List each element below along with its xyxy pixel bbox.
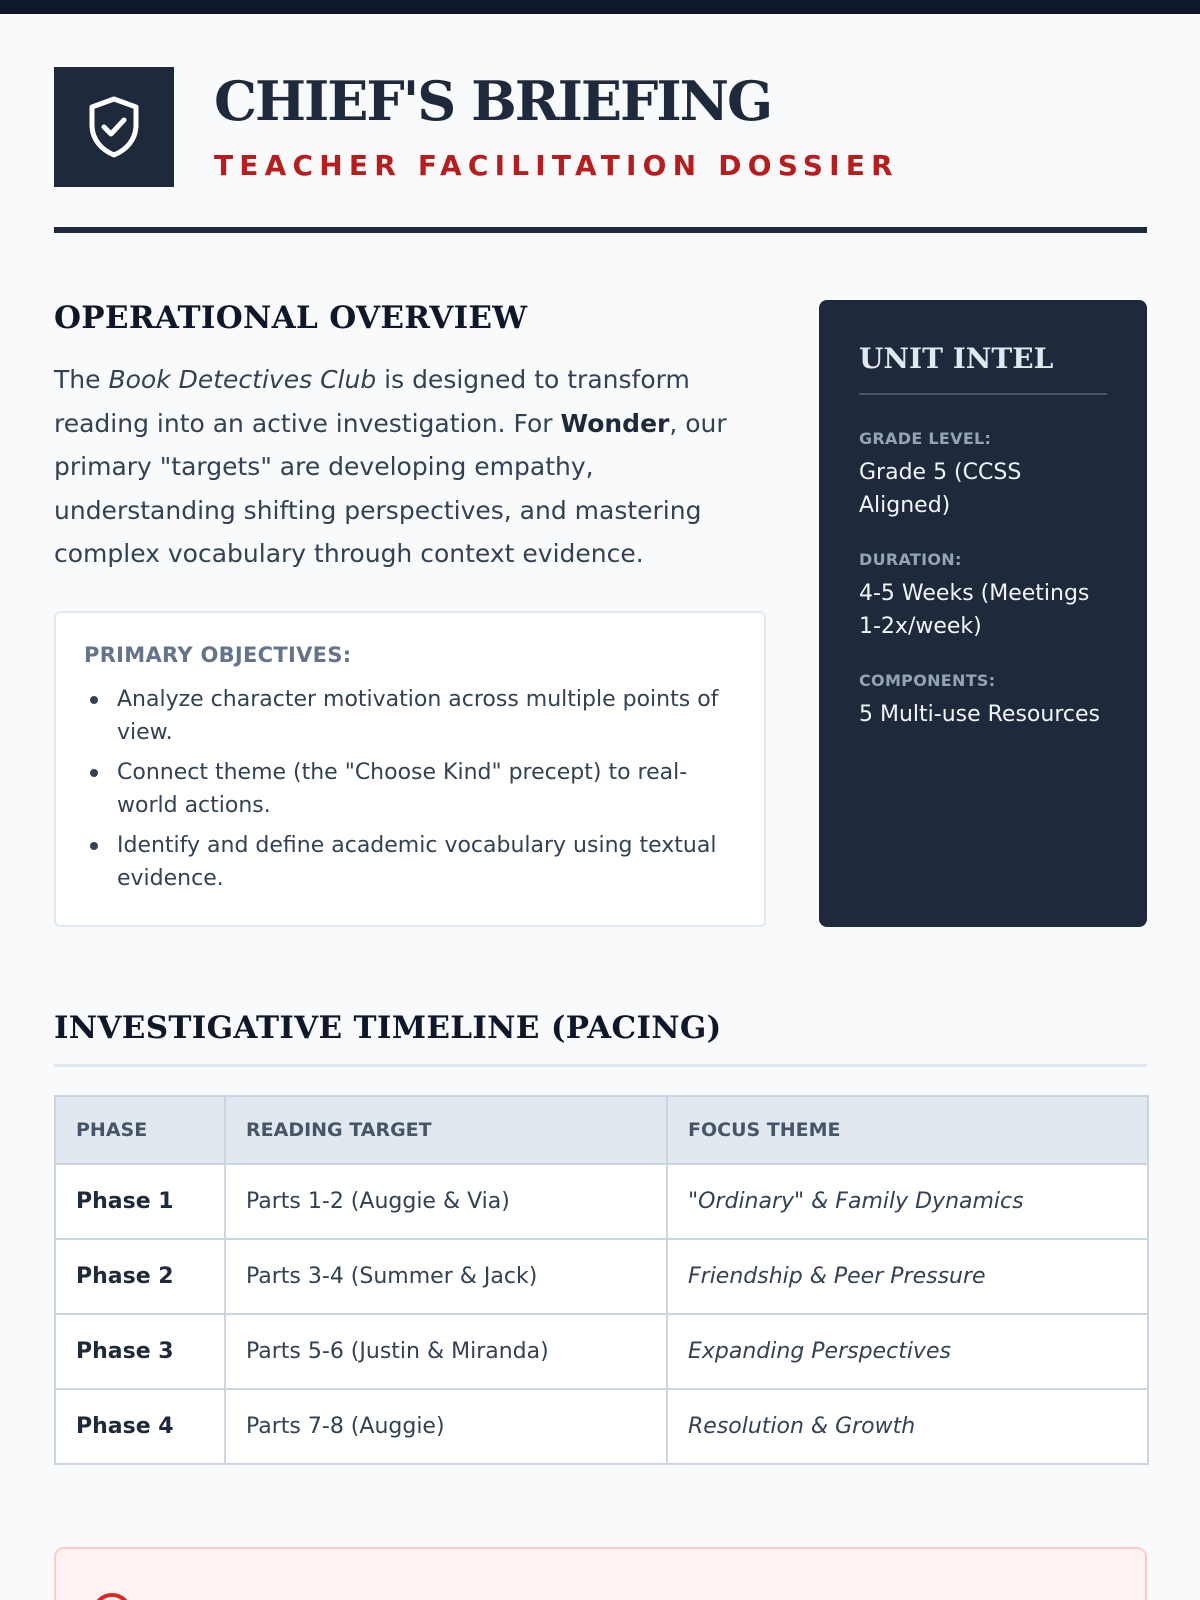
table-header-row: [55, 1096, 1148, 1164]
grade-value: Grade 5 (CCSS Aligned): [859, 460, 1022, 518]
header-divider: [54, 227, 1147, 233]
shield-check-icon: [86, 95, 142, 159]
phase-cell: Phase 3: [55, 1314, 225, 1389]
objectives-card: [54, 611, 766, 927]
phase-cell: Phase 4: [55, 1389, 225, 1464]
components-label: COMPONENTS:: [859, 671, 996, 690]
phase-cell: Phase 1: [55, 1164, 225, 1239]
intel-title: UNIT INTEL: [859, 342, 1107, 395]
timeline-heading: INVESTIGATIVE TIMELINE (PACING): [54, 1010, 722, 1046]
reading-target-cell: Parts 1-2 (Auggie & Via): [225, 1164, 667, 1239]
investigative-timeline: [54, 1010, 1147, 1465]
reading-target-cell: Parts 7-8 (Auggie): [225, 1389, 667, 1464]
bullet-icon: [90, 769, 98, 777]
unit-intel-panel: [819, 300, 1147, 927]
focus-theme-cell: "Ordinary" & Family Dynamics: [667, 1164, 1148, 1239]
bullet-icon: [90, 842, 98, 850]
overview-text-part: is designed to transform reading into an active investigation. For: [54, 365, 690, 438]
column-header-phase: PHASE: [55, 1096, 225, 1164]
pacing-table: [54, 1095, 1149, 1465]
objectives-list: [84, 683, 736, 895]
logo: [54, 67, 174, 187]
overview-text-part: , our primary "targets" are developing empathy, understanding shifting perspectives, and mastering complex vocabulary through context evidence.: [54, 408, 727, 568]
page-title: CHIEF'S BRIEFING: [214, 69, 772, 133]
focus-theme-cell: Expanding Perspectives: [667, 1314, 1148, 1389]
top-bar: [0, 0, 1200, 14]
intel-grade: [859, 429, 1107, 522]
objective-text: Identify and define academic vocabulary using textual evidence.: [117, 833, 717, 891]
focus-theme-cell: Resolution & Growth: [667, 1389, 1148, 1464]
page-header: [54, 67, 1147, 234]
table-row: [55, 1239, 1148, 1314]
components-value: 5 Multi-use Resources: [859, 702, 1100, 727]
book-title: Wonder: [560, 408, 670, 438]
objective-text: Analyze character motivation across multiple points of view.: [117, 687, 719, 745]
focus-theme-cell: Friendship & Peer Pressure: [667, 1239, 1148, 1314]
club-name: Book Detectives Club: [108, 365, 377, 394]
objectives-title: PRIMARY OBJECTIVES:: [84, 643, 352, 667]
reading-target-cell: Parts 5-6 (Justin & Miranda): [225, 1314, 667, 1389]
column-header-focus-theme: FOCUS THEME: [667, 1096, 1148, 1164]
intel-duration: [859, 550, 1107, 643]
overview-heading: OPERATIONAL OVERVIEW: [54, 300, 528, 336]
overview-text-part: The: [54, 365, 109, 394]
grade-label: GRADE LEVEL:: [859, 429, 992, 448]
objective-text: Connect theme (the "Choose Kind" precept) to real-world actions.: [117, 760, 688, 818]
table-row: [55, 1314, 1148, 1389]
objective-item: [84, 829, 736, 895]
phase-cell: Phase 2: [55, 1239, 225, 1314]
alert-card: [54, 1547, 1147, 1600]
duration-label: DURATION:: [859, 550, 962, 569]
intel-components: [859, 671, 1107, 731]
bullet-icon: [90, 696, 98, 704]
objective-item: [84, 756, 736, 822]
duration-value: 4-5 Weeks (Meetings 1-2x/week): [859, 581, 1090, 639]
operational-overview: [54, 300, 766, 576]
table-row: [55, 1164, 1148, 1239]
timeline-divider: [54, 1064, 1147, 1067]
reading-target-cell: Parts 3-4 (Summer & Jack): [225, 1239, 667, 1314]
table-row: [55, 1389, 1148, 1464]
page-subtitle: TEACHER FACILITATION DOSSIER: [214, 149, 899, 182]
alert-icon: [92, 1593, 132, 1600]
objective-item: [84, 683, 736, 749]
column-header-reading-target: READING TARGET: [225, 1096, 667, 1164]
overview-paragraph: [54, 358, 766, 576]
